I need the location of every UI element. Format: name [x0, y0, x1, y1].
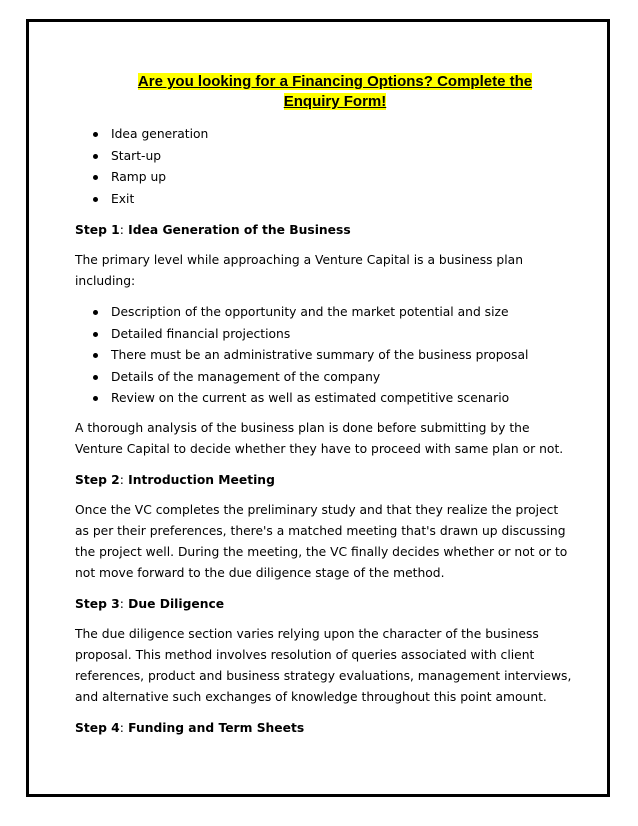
enquiry-headline[interactable]: [75, 72, 575, 112]
step-1-heading: [75, 220, 575, 240]
list-item: Detailed financial projections: [75, 324, 575, 346]
step-2-heading: [75, 470, 575, 490]
step-1-outro: A thorough analysis of the business plan is done before submitting by the Venture Capital to decide whether they have to proceed with same plan or not.: [75, 420, 564, 456]
step-3-heading: [75, 594, 575, 614]
step-title: Due Diligence: [128, 596, 225, 611]
step-colon: :: [119, 472, 124, 487]
step-number: Step 3: [75, 596, 120, 611]
step-number: Step 2: [75, 472, 120, 487]
list-item: Ramp up: [75, 167, 575, 189]
step-title: Funding and Term Sheets: [128, 720, 305, 735]
document-body: [75, 72, 575, 748]
list-item: Idea generation: [75, 124, 575, 146]
step-2-body: Once the VC completes the preliminary study and that they realize the project as per their preferences, there's a matched meeting that's drawn up discussing the project well. During the meeting, the VC finally decides whether or not or to not move forward to the due diligence stage of the method.: [75, 502, 568, 580]
step-number: Step 1: [75, 223, 120, 237]
step-3-body: The due diligence section varies relying upon the character of the business proposal. This method involves resolution of queries associated with client references, product and business strategy evaluations, management interviews, and alternative such exchanges of knowledge throughout this point amount.: [75, 626, 572, 704]
stages-list: [75, 124, 575, 210]
step-colon: :: [119, 720, 124, 735]
step-title: Idea Generation of the Business: [128, 223, 351, 237]
list-item: Review on the current as well as estimated competitive scenario: [75, 388, 575, 410]
step-1-intro: The primary level while approaching a Venture Capital is a business plan including:: [75, 253, 523, 288]
step-colon: :: [119, 223, 124, 237]
headline-line-1: Are you looking for a Financing Options? Complete the: [137, 73, 533, 90]
list-item: Start-up: [75, 146, 575, 168]
list-item: Details of the management of the company: [75, 367, 575, 389]
step-title: Introduction Meeting: [128, 472, 275, 487]
step-colon: :: [119, 596, 124, 611]
step-4-heading: [75, 718, 575, 738]
step-number: Step 4: [75, 720, 120, 735]
business-plan-list: [75, 302, 575, 410]
list-item: Description of the opportunity and the market potential and size: [75, 302, 575, 324]
list-item: There must be an administrative summary of the business proposal: [75, 345, 575, 367]
headline-line-2: Enquiry Form!: [283, 93, 387, 110]
list-item: Exit: [75, 189, 575, 211]
